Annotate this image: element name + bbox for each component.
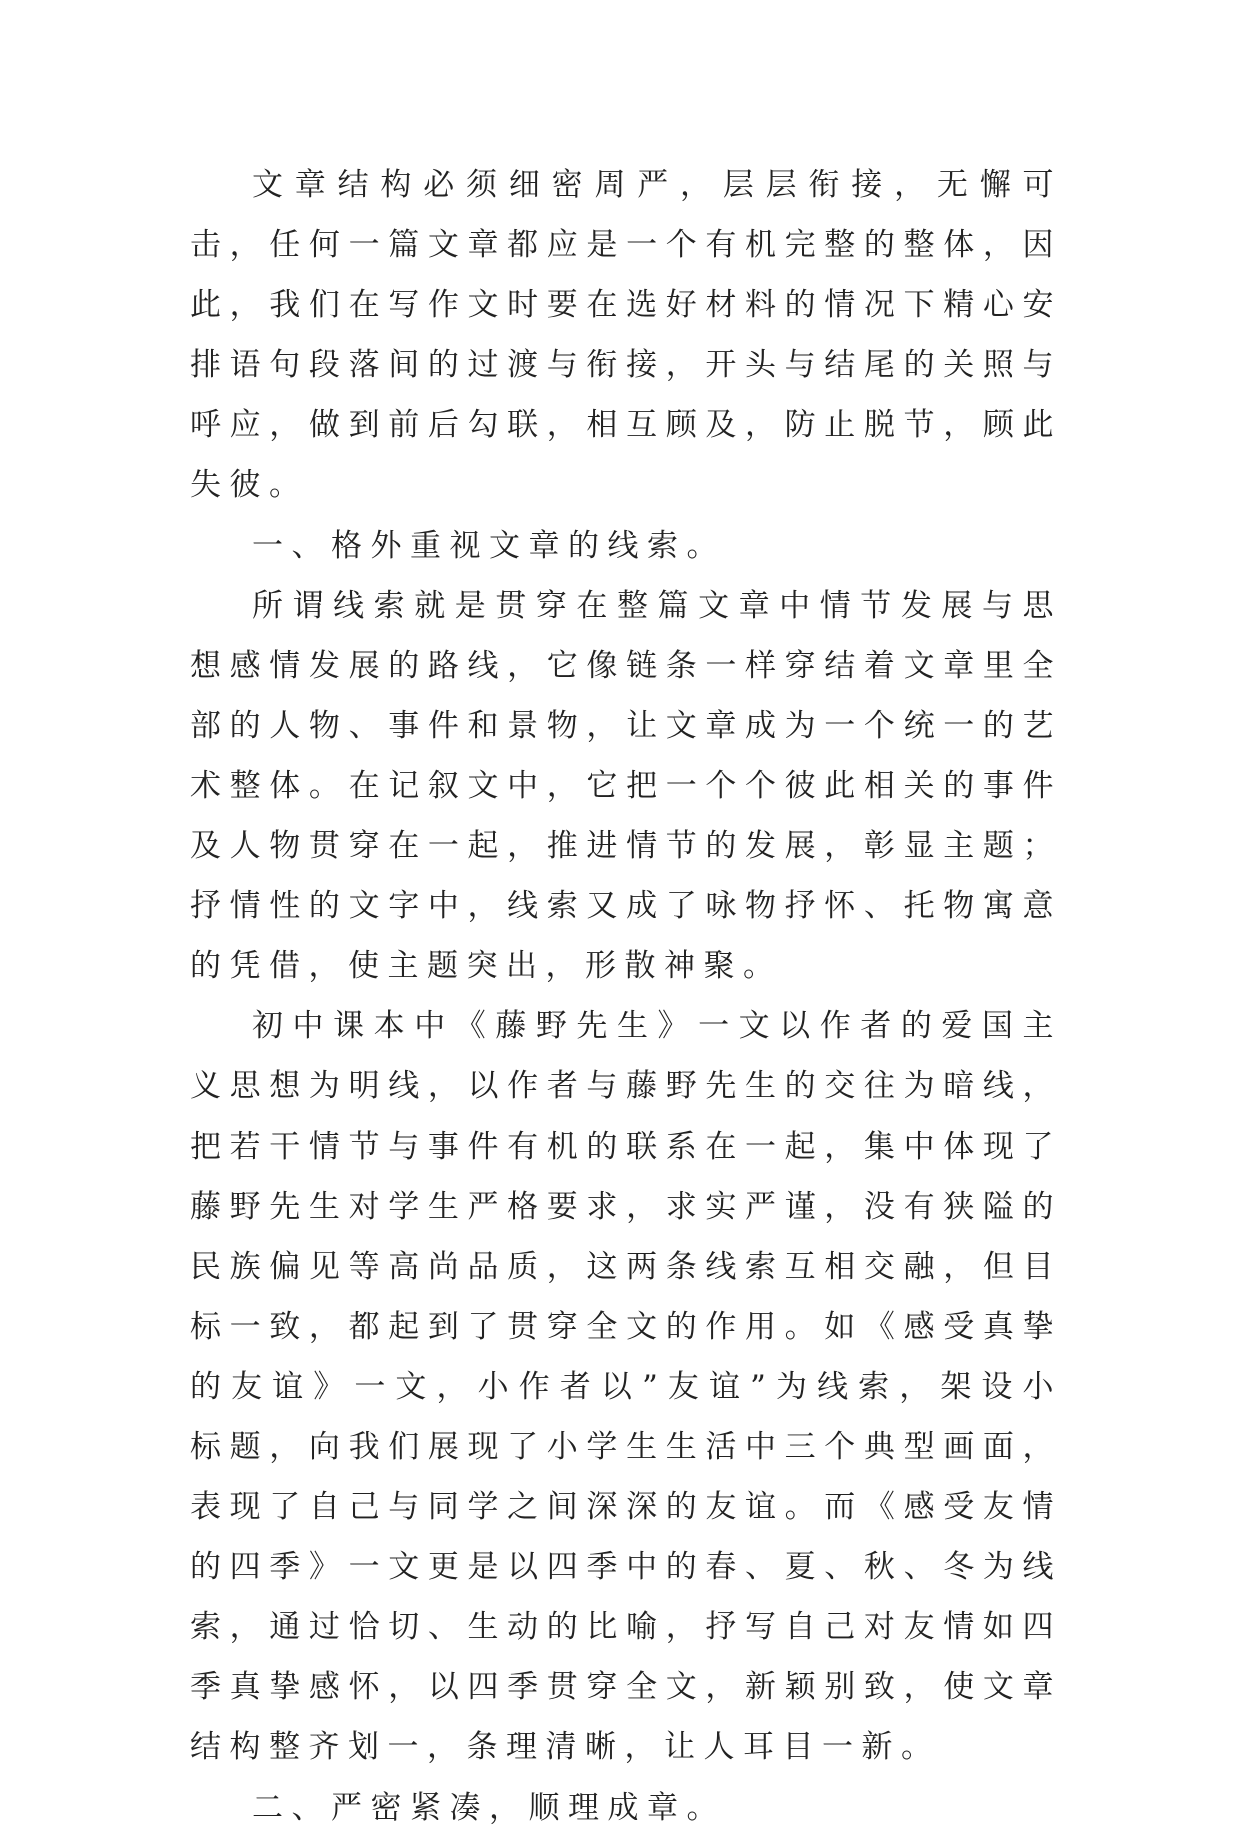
body-paragraph-clue-definition: 所谓线索就是贯穿在整篇文章中情节发展与思想感情发展的路线，它像链条一样穿结着文章里全部的人物、事件和景物，让文章成为一个统一的艺术整体。在记叙文中，它把一个个彼此相关的事件及人物贯穿在一起，推进情节的发展，彰显主题；抒情性的文字中，线索又成了咏物抒怀、托物寓意的凭借，使主题突出，形散神聚。	[190, 587, 1062, 985]
document-page	[190, 155, 1062, 1838]
intro-paragraph: 文章结构必须细密周严，层层衔接，无懈可击，任何一篇文章都应是一个有机完整的整体，因此，我们在写作文时要在选好材料的情况下精心安排语句段落间的过渡与衔接，开头与结尾的关照与呼应，做到前后勾联，相互顾及，防止脱节，顾此失彼。	[190, 167, 1062, 504]
section-heading-two: 二、严密紧凑，顺理成章。	[252, 1789, 726, 1826]
section-heading-one: 一、格外重视文章的线索。	[252, 527, 726, 564]
body-paragraph-examples: 初中课本中《藤野先生》一文以作者的爱国主义思想为明线，以作者与藤野先生的交往为暗线，把若干情节与事件有机的联系在一起，集中体现了藤野先生对学生严格要求，求实严谨，没有狭隘的民族偏见等高尚品质，这两条线索互相交融，但目标一致，都起到了贯穿全文的作用。如《感受真挚的友谊》一文，小作者以”友谊”为线索，架设小标题，向我们展现了小学生生活中三个典型画面，表现了自己与同学之间深深的友谊。而《感受友情的四季》一文更是以四季中的春、夏、秋、冬为线索，通过恰切、生动的比喻，抒写自己对友情如四季真挚感怀，以四季贯穿全文，新颖别致，使文章结构整齐划一，条理清晰，让人耳目一新。	[190, 1008, 1062, 1766]
